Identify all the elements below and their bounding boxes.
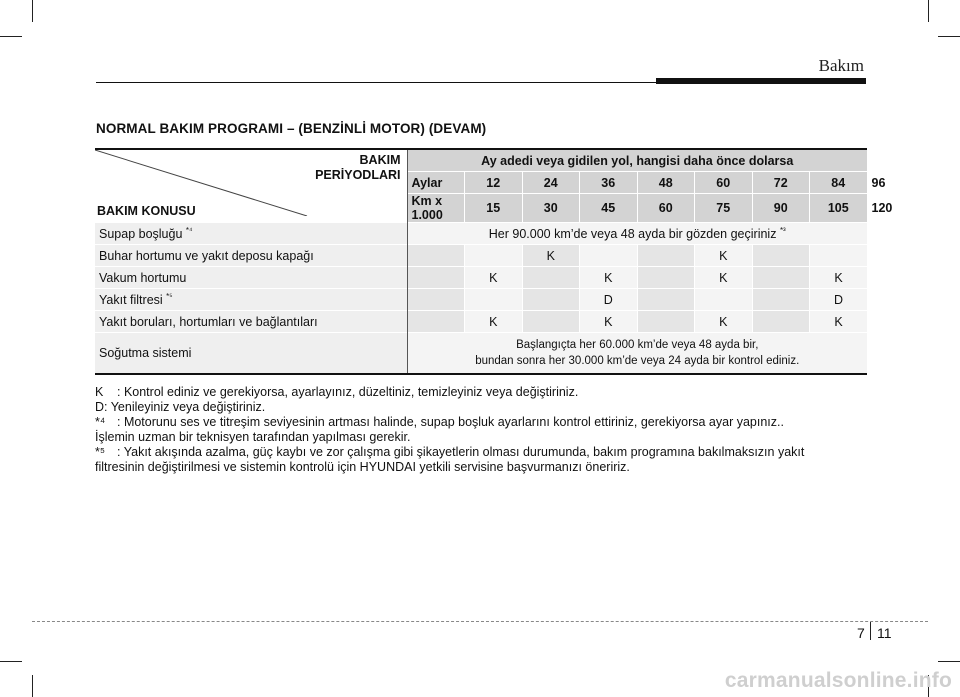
footer-rule	[32, 621, 928, 622]
section-title: NORMAL BAKIM PROGRAMI – (BENZİNLİ MOTOR) (DEVAM)	[96, 121, 487, 136]
note-5-cont	[95, 460, 875, 475]
interval-note	[407, 223, 867, 245]
row-item-label: Yakıt boruları, hortumları ve bağlantıları	[95, 311, 407, 333]
table-row	[95, 223, 867, 245]
schedule-mark: K	[465, 267, 523, 289]
crop-mark	[938, 36, 960, 37]
km-value: 60	[637, 194, 695, 223]
schedule-mark	[580, 245, 638, 267]
row-item-label: Vakum hortumu	[95, 267, 407, 289]
crop-mark	[0, 36, 22, 37]
months-value: 24	[522, 172, 580, 194]
table-row	[95, 245, 867, 267]
watermark: carmanualsonline.info	[724, 669, 952, 692]
months-value: 84	[810, 172, 868, 194]
table-row	[95, 267, 867, 289]
corner-bottom-label: BAKIM KONUSU	[97, 204, 196, 218]
km-value: 75	[695, 194, 753, 223]
page-number: 11	[877, 625, 892, 641]
schedule-mark	[637, 289, 695, 311]
km-label: Km x 1.000	[407, 194, 465, 223]
corner-top-line1: BAKIM	[359, 153, 401, 167]
crop-mark	[938, 661, 960, 662]
schedule-mark: K	[580, 267, 638, 289]
schedule-mark: K	[580, 311, 638, 333]
interval-note	[407, 333, 867, 375]
interval-note-text: Her 90.000 km’de veya 48 ayda bir gözden geçiriniz	[488, 226, 777, 241]
km-value: 45	[580, 194, 638, 223]
months-label: Aylar	[407, 172, 465, 194]
note-key: *⁴	[95, 415, 106, 429]
schedule-mark: K	[695, 267, 753, 289]
schedule-mark	[752, 311, 810, 333]
note-text: : Kontrol ediniz ve gerekiyorsa, ayarlayınız, düzeltiniz, temizleyiniz veya değiştiriniz.	[117, 385, 579, 399]
schedule-mark	[695, 289, 753, 311]
months-value: 48	[637, 172, 695, 194]
km-value: 15	[465, 194, 523, 223]
footnotes	[95, 385, 875, 475]
schedule-mark	[465, 289, 523, 311]
schedule-mark	[522, 311, 580, 333]
interval-note-line: Başlangıçta her 60.000 km’de veya 48 ayda bir,	[516, 339, 759, 351]
months-value: 72	[752, 172, 810, 194]
schedule-mark: K	[522, 245, 580, 267]
note-text: : Yakıt akışında azalma, güç kaybı ve zor çalışma gibi şikayetlerin olması durumunda, bakım programına bakılmaksızın yakıt	[117, 445, 805, 459]
months-value: 12	[465, 172, 523, 194]
note-text: filtresinin değiştirilmesi ve sistemin kontrolü için HYUNDAI yetkili servisine başvurmanızı öneririz.	[95, 460, 630, 474]
header-rule-thick	[656, 78, 866, 84]
schedule-mark: K	[695, 311, 753, 333]
corner-top-label	[315, 153, 400, 183]
km-value: 30	[522, 194, 580, 223]
schedule-mark	[752, 289, 810, 311]
note-text: : Motorunu ses ve titreşim seviyesinin artması halinde, supap boşluk ayarlarını kontrol ettiriniz, gerekiyorsa ayar yapınız..	[117, 415, 784, 429]
schedule-mark	[752, 245, 810, 267]
schedule-mark	[637, 245, 695, 267]
km-value: 105	[810, 194, 868, 223]
crop-mark	[32, 0, 33, 22]
row-item-text: Yakıt filtresi	[99, 292, 163, 307]
interval-header: Ay adedi veya gidilen yol, hangisi daha önce dolarsa	[407, 149, 867, 172]
schedule-mark	[752, 267, 810, 289]
note-key: K	[95, 385, 104, 399]
crop-mark	[928, 0, 929, 22]
interval-note-line: bundan sonra her 30.000 km’de veya 24 ayda bir kontrol ediniz.	[475, 355, 800, 367]
corner-top-line2: PERİYODLARI	[315, 168, 401, 182]
schedule-mark: K	[465, 311, 523, 333]
row-item-label	[95, 289, 407, 311]
note-key: *⁵	[95, 445, 106, 459]
note-4	[95, 415, 875, 430]
schedule-mark	[637, 267, 695, 289]
table-corner-cell	[95, 149, 407, 223]
table-row	[95, 289, 867, 311]
schedule-mark	[407, 267, 465, 289]
months-value: 36	[580, 172, 638, 194]
note-text: İşlemin uzman bir teknisyen tarafından yapılması gerekir.	[95, 430, 411, 444]
row-item-label: Soğutma sistemi	[95, 333, 407, 375]
schedule-mark: K	[810, 311, 868, 333]
footnote-ref: *³	[779, 225, 786, 235]
schedule-mark: D	[580, 289, 638, 311]
schedule-mark	[637, 311, 695, 333]
schedule-mark	[407, 289, 465, 311]
schedule-mark	[522, 267, 580, 289]
note-4-cont	[95, 430, 875, 445]
schedule-mark	[810, 245, 868, 267]
row-item-label	[95, 223, 407, 245]
row-item-label: Buhar hortumu ve yakıt deposu kapağı	[95, 245, 407, 267]
schedule-mark	[407, 245, 465, 267]
note-text: D: Yenileyiniz veya değiştiriniz.	[95, 400, 266, 414]
km-value: 90	[752, 194, 810, 223]
chapter-title: Bakım	[818, 56, 864, 75]
schedule-mark: K	[810, 267, 868, 289]
schedule-mark	[407, 311, 465, 333]
schedule-mark	[522, 289, 580, 311]
schedule-mark	[465, 245, 523, 267]
months-value: 60	[695, 172, 753, 194]
maintenance-schedule-table: BAKIM PERİYODLARI BAKIM KONUSU Ay adedi veya gidilen yol, hangisi daha önce dolarsa Aylar 12 24 36 48 60 72 84 96 Km x 1.000 15 30 45 60 75 90 105 120 Supap boşluğu $^{*^4}$ Her 90.000 km’de veya 48 ayda bir gözden geçiriniz $^{*^3}$ Buhar hortumu ve yakıt deposu kapağı K K Vakum hortumu K K K K Yakıt filtresi $^{*^5}$ D D Yakıt boruları, hortumları ve bağlantıları K K K K Soğutma sistemi Başlangıçta her 60.000 km’de veya 48 ayda bir, bundan sonra her 30.000 km’de veya 24 ayda bir kontrol ediniz.	[95, 148, 867, 375]
footnote-ref: *⁵	[166, 291, 173, 301]
page-separator	[870, 622, 871, 640]
table-row	[95, 311, 867, 333]
row-item-text: Supap boşluğu	[99, 226, 183, 241]
footnote-ref: *⁴	[185, 225, 193, 235]
note-k	[95, 385, 875, 400]
crop-mark	[32, 675, 33, 697]
crop-mark	[0, 661, 22, 662]
table-row	[95, 333, 867, 375]
note-d	[95, 400, 875, 415]
schedule-mark: K	[695, 245, 753, 267]
note-5	[95, 445, 875, 460]
schedule-mark: D	[810, 289, 868, 311]
chapter-number: 7	[857, 625, 865, 641]
